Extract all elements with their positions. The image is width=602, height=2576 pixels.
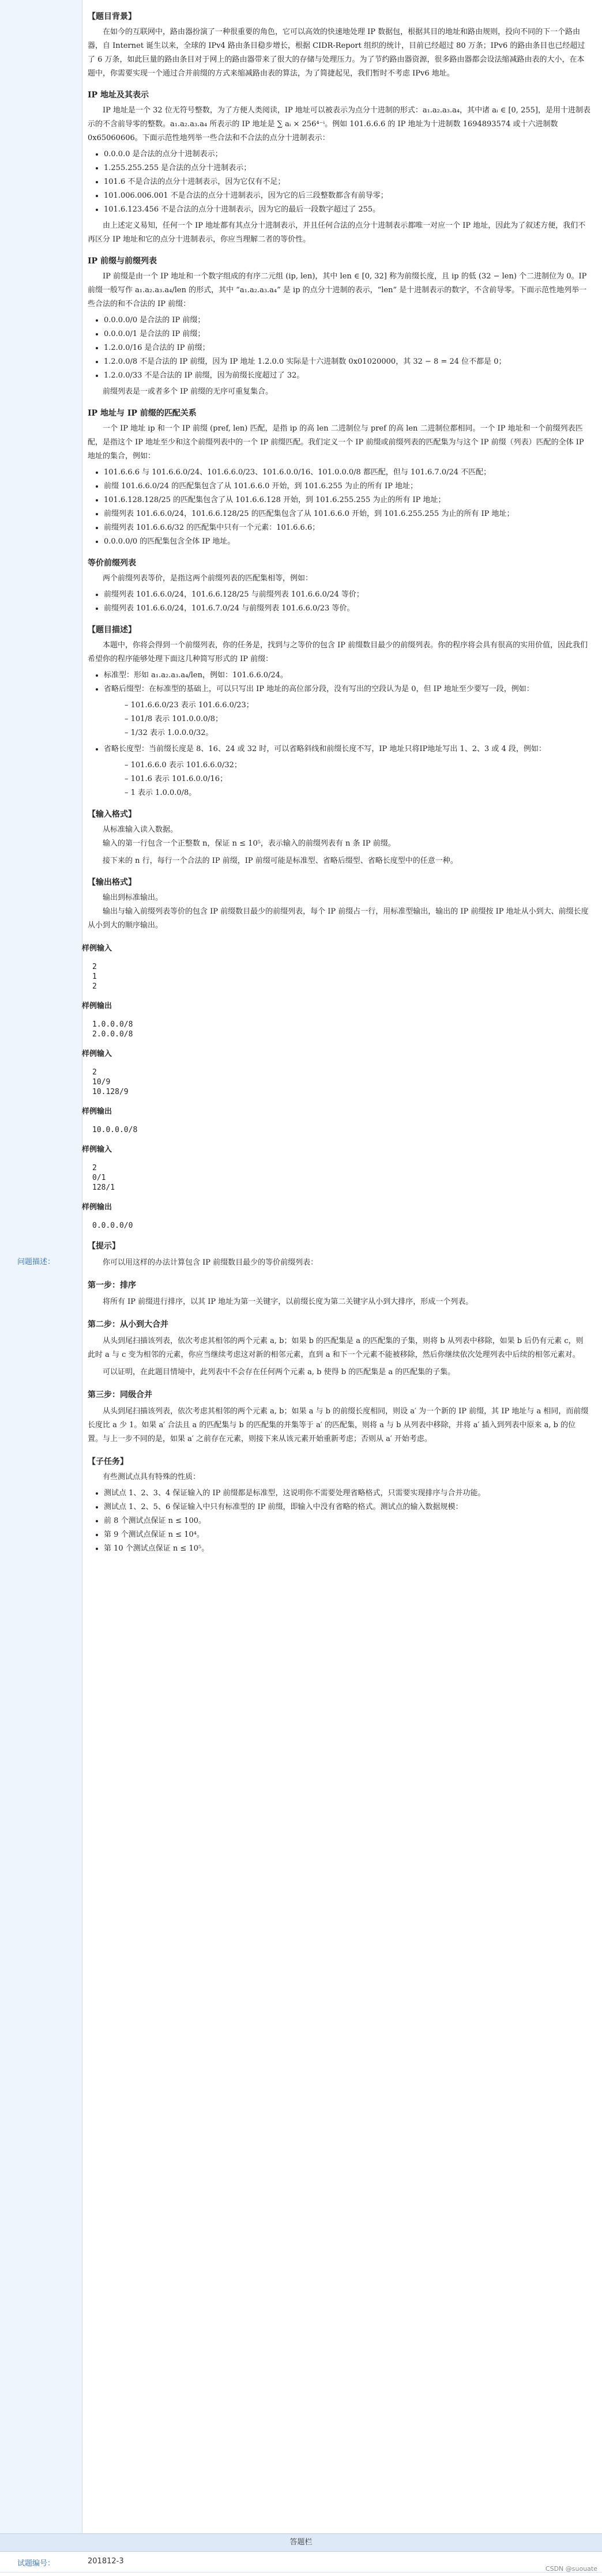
list-item: • 测试点 1、2、3、4 保证输入的 IP 前缀都是标准型，这说明你不需要处理省略格式，只需要实现排序与合并功能。 bbox=[104, 1487, 590, 1500]
list-item: • 第 10 个测试点保证 n ≤ 10⁵。 bbox=[104, 1542, 590, 1556]
match-title: IP 地址与 IP 前缀的匹配关系 bbox=[88, 409, 197, 418]
list-item: • 0.0.0.0/0 是合法的 IP 前缀； bbox=[104, 314, 590, 327]
list-item: • 101.6.128.128/25 的匹配集包含了从 101.6.6.128 开始，到 101.6.255.255 为止的所有 IP 地址； bbox=[104, 493, 590, 507]
sample-input-title: 样例输入 bbox=[82, 1145, 112, 1154]
sample-output-title: 样例输出 bbox=[82, 1107, 112, 1116]
input-text-1: 从标准输入读入数据。 bbox=[103, 825, 178, 834]
equiv-title: 等价前缀列表 bbox=[88, 559, 136, 568]
hint-step3-title: 第三步：同级合并 bbox=[88, 1390, 152, 1400]
list-item-text: 省略后缀型：在标准型的基础上，可以只写出 IP 地址的高位部分段，没有写出的空段认为是 0，但 IP 地址至少要写一段，例如： bbox=[104, 685, 534, 693]
list-item: • 前缀列表 101.6.6.0/24，101.6.6.128/25 的匹配集包含了从 101.6.6.0 开始，到 101.6.255.255 为止的所有 IP 地址； bbox=[104, 507, 590, 521]
sample-input-1: 2 1 2 bbox=[92, 963, 97, 991]
list-item: • 101.006.006.001 不是合法的点分十进制表示，因为它的后三段整数都含有前导零； bbox=[104, 189, 590, 203]
output-section bbox=[88, 876, 590, 933]
input-section bbox=[88, 808, 590, 868]
match-text: 一个 IP 地址 ip 和一个 IP 前缀 (pref, len) 匹配，是指 ip 的高 len 二进制位与 pref 的高 len 二进制位都相同。一个 IP 地址和一个前缀列表匹配，是指这个 IP 地址至少和这个前缀列表中的一个 IP 前缀匹配。我们定义一个 IP 前缀或前缀列表的匹配集为与这个 IP 前缀（列表）匹配的全体 IP 地址的集合，例如： bbox=[88, 424, 584, 461]
sub-list-item: – 1/32 表示 1.0.0.0/32。 bbox=[125, 726, 590, 740]
hint-step2-note: 可以证明，在此题目情境中，此列表中不会存在任何两个元素 a, b 使得 b 的匹配集是 a 的匹配集的子集。 bbox=[103, 1368, 456, 1376]
problem-id-value: 201812-3 bbox=[88, 2557, 124, 2566]
prefix-section bbox=[88, 255, 590, 399]
list-item: • 第 9 个测试点保证 n ≤ 10⁴。 bbox=[104, 1528, 590, 1542]
prefix-text-2: 前缀列表是一或者多个 IP 前缀的无序可重复集合。 bbox=[103, 387, 273, 396]
sample-output-title: 样例输出 bbox=[82, 1203, 112, 1212]
hint-title: 【提示】 bbox=[88, 1242, 120, 1251]
equiv-section bbox=[88, 557, 590, 616]
sample-input-2: 2 10/9 10.128/9 bbox=[92, 1068, 129, 1096]
prefix-examples-list bbox=[88, 314, 590, 383]
sample-output-2: 10.0.0.0/8 bbox=[92, 1126, 138, 1134]
problem-description-label: 问题描述： bbox=[17, 1258, 55, 1266]
list-item: • 1.2.0.0/33 不是合法的 IP 前缀，因为前缀长度超过了 32。 bbox=[104, 369, 590, 383]
list-item: • 0.0.0.0/1 是合法的 IP 前缀； bbox=[104, 327, 590, 341]
sub-list-item: – 101/8 表示 101.0.0.0/8； bbox=[125, 712, 590, 726]
background-title: 【题目背景】 bbox=[88, 12, 136, 21]
sub-list-item: – 101.6.6.0/23 表示 101.6.6.0/23； bbox=[125, 699, 590, 712]
problem-content bbox=[82, 0, 590, 1558]
hint-text: 你可以用这样的办法计算包含 IP 前缀数目最少的等价前缀列表： bbox=[103, 1258, 318, 1267]
list-item: • 前缀列表 101.6.6.0/24，101.6.7.0/24 与前缀列表 101.6.6.0/23 等价。 bbox=[104, 602, 590, 616]
description-title: 【题目描述】 bbox=[88, 625, 136, 635]
list-item: • 0.0.0.0 是合法的点分十进制表示； bbox=[104, 148, 590, 161]
input-text-2: 输入的第一行包含一个正整数 n，保证 n ≤ 10⁵，表示输入的前缀列表有 n 条 IP 前缀。 bbox=[103, 839, 396, 848]
output-text-2: 输出与输入前缀列表等价的包含 IP 前缀数目最少的前缀列表，每个 IP 前缀占一行，用标准型输出，输出的 IP 前缀按 IP 地址从小到大、前缀长度从小到大的顺序输出。 bbox=[88, 907, 589, 930]
list-item: • 前缀列表 101.6.6.6/32 的匹配集中只有一个元素：101.6.6.6； bbox=[104, 521, 590, 535]
ip-examples-list bbox=[88, 148, 590, 217]
sample-input-title: 样例输入 bbox=[82, 944, 112, 953]
list-item bbox=[104, 682, 590, 740]
background-text: 在如今的互联网中，路由器扮演了一种很重要的角色，它可以高效的快速地处理 IP 数据包，根据其目的地址和路由规则，投向不同的下一个路由器，自 Internet 诞生以来，全球的 IPv4 路由条目稳步增长，根据 CIDR-Report 组织的统计，目前已经超过 80 万条；IPv6 的路由条目也已经超过了 6 万条，如此巨量的路由条目对于网上的路由器带来了很大的存储与处理压力。为了节约路由器资源，很多路由器都会设法缩减路由表的大小，在本题中，你需要实现一个通过合并前缀的方式来缩减路由表的算法，为了简捷起见，我们暂时不考虑 IPv6 地址。 bbox=[88, 28, 585, 78]
sub-list bbox=[104, 759, 590, 800]
list-item: • 0.0.0.0/0 的匹配集包含全体 IP 地址。 bbox=[104, 535, 590, 549]
problem-id-label: 试题编号： bbox=[17, 2559, 55, 2568]
subtask-section bbox=[88, 1455, 590, 1556]
sub-list-item: – 1 表示 1.0.0.0/8。 bbox=[125, 786, 590, 800]
csdn-watermark: CSDN @suouate bbox=[545, 2565, 597, 2573]
hint-step2-text: 从头到尾扫描该列表，依次考虑其相邻的两个元素 a, b；如果 b 的匹配集是 a 的匹配集的子集，则将 b 从列表中移除，如果 b 后仍有元素 c，则此时 a 与 c 变为相邻的元素，你应当继续考虑这对新的相邻元素，直到 a 和下一个元素不能被移除，然后你继续依次处理列表中后续的相邻元素对。 bbox=[88, 1337, 584, 1359]
list-item: • 标准型：形如 a₁.a₂.a₃.a₄/len，例如：101.6.6.0/24。 bbox=[104, 669, 590, 682]
sub-list-item: – 101.6 表示 101.6.0.0/16； bbox=[125, 772, 590, 786]
subtask-text: 有些测试点具有特殊的性质： bbox=[103, 1473, 201, 1481]
list-item: • 1.255.255.255 是合法的点分十进制表示； bbox=[104, 161, 590, 175]
ip-text-1: IP 地址是一个 32 位无符号整数，为了方便人类阅读，IP 地址可以被表示为点分十进制的形式：a₁.a₂.a₃.a₄，其中诸 aᵢ ∈ [0, 255]，是用十进制表示的不含前导零的整数。a₁.a₂.a₃.a₄ 所表示的 IP 地址是 ∑ aᵢ × 256⁴⁻ⁱ。例如 101.6.6.6 的 IP 地址为十进制数 1694893574 或十六进制数 0x65060606。下面示范性地列举一些合法和不合法的点分十进制表示： bbox=[88, 106, 590, 142]
match-section bbox=[88, 407, 590, 549]
sample-output-title: 样例输出 bbox=[82, 1002, 112, 1010]
hint-step1-title: 第一步：排序 bbox=[88, 1281, 136, 1290]
ip-section bbox=[88, 89, 590, 247]
list-item: • 前缀 101.6.6.0/24 的匹配集包含了从 101.6.6.0 开始，到 101.6.255 为止的所有 IP 地址； bbox=[104, 480, 590, 493]
sample-input-title: 样例输入 bbox=[82, 1050, 112, 1058]
answer-area bbox=[0, 2533, 602, 2576]
sub-list bbox=[104, 699, 590, 740]
description-list bbox=[88, 669, 590, 800]
hint-step1-text: 将所有 IP 前缀进行排序，以其 IP 地址为第一关键字，以前缀长度为第二关键字从小到大排序，形成一个列表。 bbox=[103, 1298, 473, 1306]
input-text-3: 接下来的 n 行，每行一个合法的 IP 前缀，IP 前缀可能是标准型、省略后缀型、省略长度型中的任意一种。 bbox=[103, 857, 458, 865]
sample-output-1: 1.0.0.0/8 2.0.0.0/8 bbox=[92, 1020, 133, 1039]
description-section bbox=[88, 624, 590, 800]
ip-text-2: 由上述定义易知，任何一个 IP 地址都有其点分十进制表示，并且任何合法的点分十进制表示都唯一对应一个 IP 地址，因此为了叙述方便，我们不再区分 IP 地址和它的点分十进制表示，你应当理解二者的等价性。 bbox=[88, 221, 586, 244]
hint-step2-title: 第二步：从小到大合并 bbox=[88, 1320, 168, 1329]
list-item: • 测试点 1、2、5、6 保证输入中只有标准型的 IP 前缀，即输入中没有省略的格式。测试点的输入数据规模： bbox=[104, 1500, 590, 1514]
hint-section bbox=[88, 1240, 590, 1446]
output-title: 【输出格式】 bbox=[88, 878, 136, 887]
description-text: 本题中，你将会得到一个前缀列表，你的任务是，找到与之等价的包含 IP 前缀数目最少的前缀列表。你的程序将会具有很高的实用价值，因此我们希望你的程序能够处理下面这几种简写形式的 IP 前缀： bbox=[88, 641, 588, 663]
sample-output-3: 0.0.0.0/0 bbox=[92, 1221, 133, 1230]
background-section bbox=[88, 10, 590, 81]
list-item: • 101.6.6.6 与 101.6.6.0/24、101.6.6.0/23、101.6.0.0/16、101.0.0.0/8 都匹配，但与 101.6.7.0/24 不匹配； bbox=[104, 466, 590, 480]
prefix-text-1: IP 前缀是由一个 IP 地址和一个数字组成的有序二元组 (ip, len)，其中 len ∈ [0, 32] 称为前缀长度，且 ip 的低 (32 − len) 个二进制位为 0。IP 前缀一般写作 a₁.a₂.a₃.a₄/len 的形式，其中 “a₁.a₂.a₃.a₄” 是 ip 的点分十进制的表示，“len” 是十进制表示的数字，不含前导零。下面示范性地列举一些合法的和不合法的 IP 前缀： bbox=[88, 272, 587, 308]
equiv-text: 两个前缀列表等价，是指这两个前缀列表的匹配集相等，例如： bbox=[103, 574, 313, 583]
list-item: • 101.6.123.456 不是合法的点分十进制表示，因为它的最后一段数字超过了 255。 bbox=[104, 203, 590, 217]
sample-input-3: 2 0/1 128/1 bbox=[92, 1164, 115, 1192]
subtask-list bbox=[88, 1487, 590, 1556]
left-label-column bbox=[0, 0, 82, 2533]
list-item: • 1.2.0.0/8 不是合法的 IP 前缀，因为 IP 地址 1.2.0.0 实际是十六进制数 0x01020000，其 32 − 8 = 24 位不都是 0； bbox=[104, 355, 590, 369]
input-title: 【输入格式】 bbox=[88, 810, 136, 819]
subtask-title: 【子任务】 bbox=[88, 1457, 128, 1466]
output-text-1: 输出到标准输出。 bbox=[103, 893, 163, 902]
problem-id-row bbox=[0, 2551, 602, 2573]
samples-section bbox=[82, 942, 590, 1231]
list-item: • 1.2.0.0/16 是合法的 IP 前缀； bbox=[104, 341, 590, 355]
equiv-examples-list bbox=[88, 588, 590, 616]
list-item: • 前 8 个测试点保证 n ≤ 100。 bbox=[104, 1514, 590, 1528]
ip-title: IP 地址及其表示 bbox=[88, 90, 149, 100]
list-item: • 101.6 不是合法的点分十进制表示，因为它仅有不足； bbox=[104, 175, 590, 189]
prefix-title: IP 前缀与前缀列表 bbox=[88, 257, 157, 266]
hint-step3-text: 从头到尾扫描该列表，依次考虑其相邻的两个元素 a, b；如果 a 与 b 的前缀长度相同，则设 a′ 为一个新的 IP 前缀，其 IP 地址与 a 相同，而前缀长度比 a 少 1。如果 a′ 合法且 a 的匹配集与 b 的匹配集的并集等于 a′ 的匹配集，则将 a 与 b 从列表中移除，并将 a′ 插入到列表中原来 a, b 的位置。与上一步不同的是，如果 a′ 之前存在元素，则接下来从该元素开始重新考虑；否则从 a′ 开始考虑。 bbox=[88, 1407, 589, 1443]
answer-bar: 答题栏 bbox=[0, 2533, 602, 2552]
list-item-text: 省略长度型：当前缀长度是 8、16、24 或 32 时，可以省略斜线和前缀长度不写，IP 地址只将IP地址写出 1、2、3 或 4 段，例如： bbox=[104, 745, 546, 753]
match-examples-list bbox=[88, 466, 590, 549]
sub-list-item: – 101.6.6.0 表示 101.6.6.0/32； bbox=[125, 759, 590, 772]
list-item: • 前缀列表 101.6.6.0/24，101.6.6.128/25 与前缀列表 101.6.6.0/24 等价； bbox=[104, 588, 590, 602]
list-item bbox=[104, 742, 590, 800]
